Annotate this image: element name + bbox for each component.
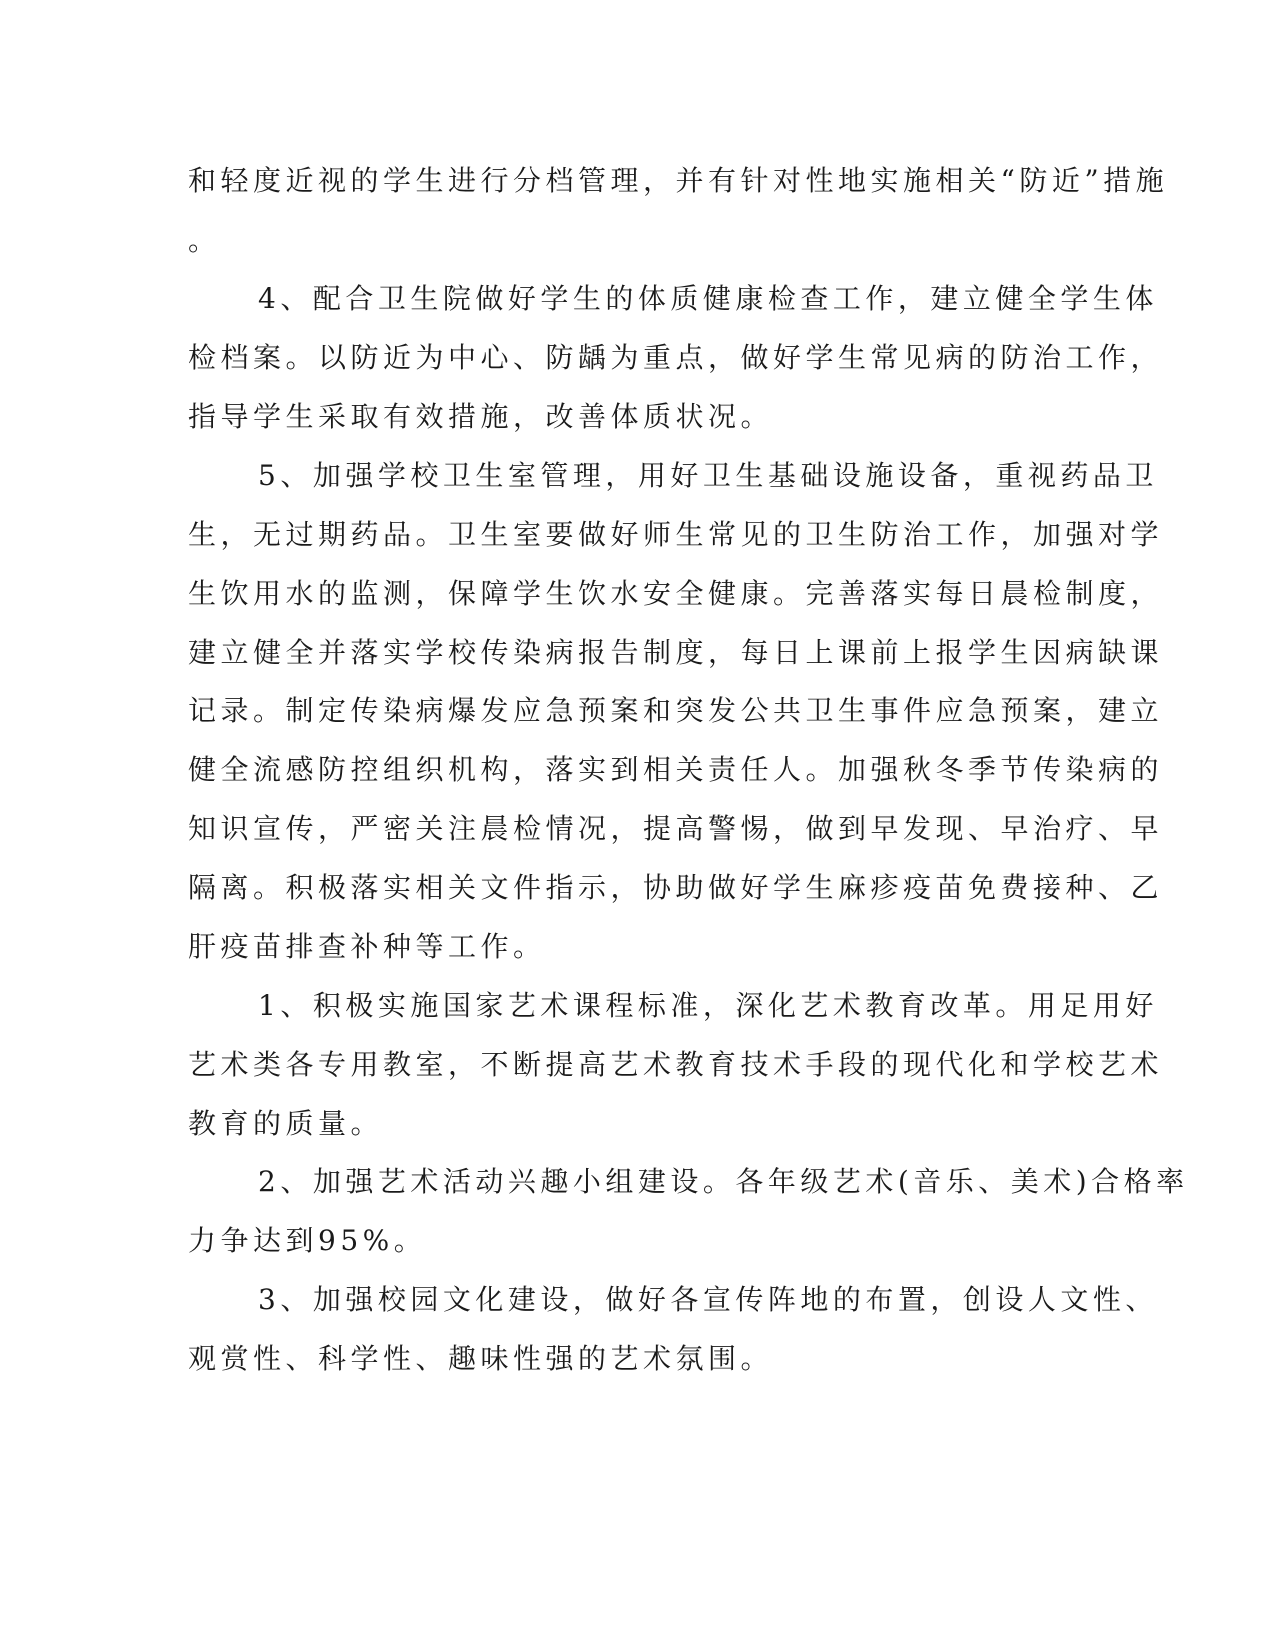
text-line: 力争达到95%。 (188, 1224, 427, 1257)
text-line: 指导学生采取有效措施，改善体质状况。 (188, 400, 774, 433)
text-line: 记录。制定传染病爆发应急预案和突发公共卫生事件应急预案，建立 (188, 694, 1164, 727)
text-line: 知识宣传，严密关注晨检情况，提高警惕，做到早发现、早治疗、早 (188, 812, 1164, 845)
paragraph-3-start: 3、加强校园文化建设，做好各宣传阵地的布置，创设人文性、 (258, 1283, 1158, 1316)
paragraph-4-start: 4、配合卫生院做好学生的体质健康检查工作，建立健全学生体 (258, 282, 1158, 315)
text-line: 检档案。以防近为中心、防龋为重点，做好学生常见病的防治工作， (188, 341, 1164, 374)
paragraph-1-start: 1、积极实施国家艺术课程标准，深化艺术教育改革。用足用好 (258, 989, 1158, 1022)
text-line: 观赏性、科学性、趣味性强的艺术氛围。 (188, 1342, 774, 1375)
text-line: 隔离。积极落实相关文件指示，协助做好学生麻疹疫苗免费接种、乙 (188, 871, 1164, 904)
text-line: 生，无过期药品。卫生室要做好师生常见的卫生防治工作，加强对学 (188, 518, 1164, 551)
text-line: 教育的质量。 (188, 1107, 384, 1140)
paragraph-2-start: 2、加强艺术活动兴趣小组建设。各年级艺术(音乐、美术)合格率 (258, 1165, 1189, 1198)
text-line: 健全流感防控组织机构，落实到相关责任人。加强秋冬季节传染病的 (188, 753, 1164, 786)
text-line: 建立健全并落实学校传染病报告制度，每日上课前上报学生因病缺课 (188, 636, 1164, 669)
text-line: 。 (188, 224, 221, 257)
text-line: 肝疫苗排查补种等工作。 (188, 930, 546, 963)
paragraph-5-start: 5、加强学校卫生室管理，用好卫生基础设施设备，重视药品卫 (258, 459, 1158, 492)
text-line: 和轻度近视的学生进行分档管理，并有针对性地实施相关“防近”措施 (188, 164, 1169, 197)
text-line: 艺术类各专用教室，不断提高艺术教育技术手段的现代化和学校艺术 (188, 1048, 1164, 1081)
text-line: 生饮用水的监测，保障学生饮水安全健康。完善落实每日晨检制度， (188, 577, 1164, 610)
